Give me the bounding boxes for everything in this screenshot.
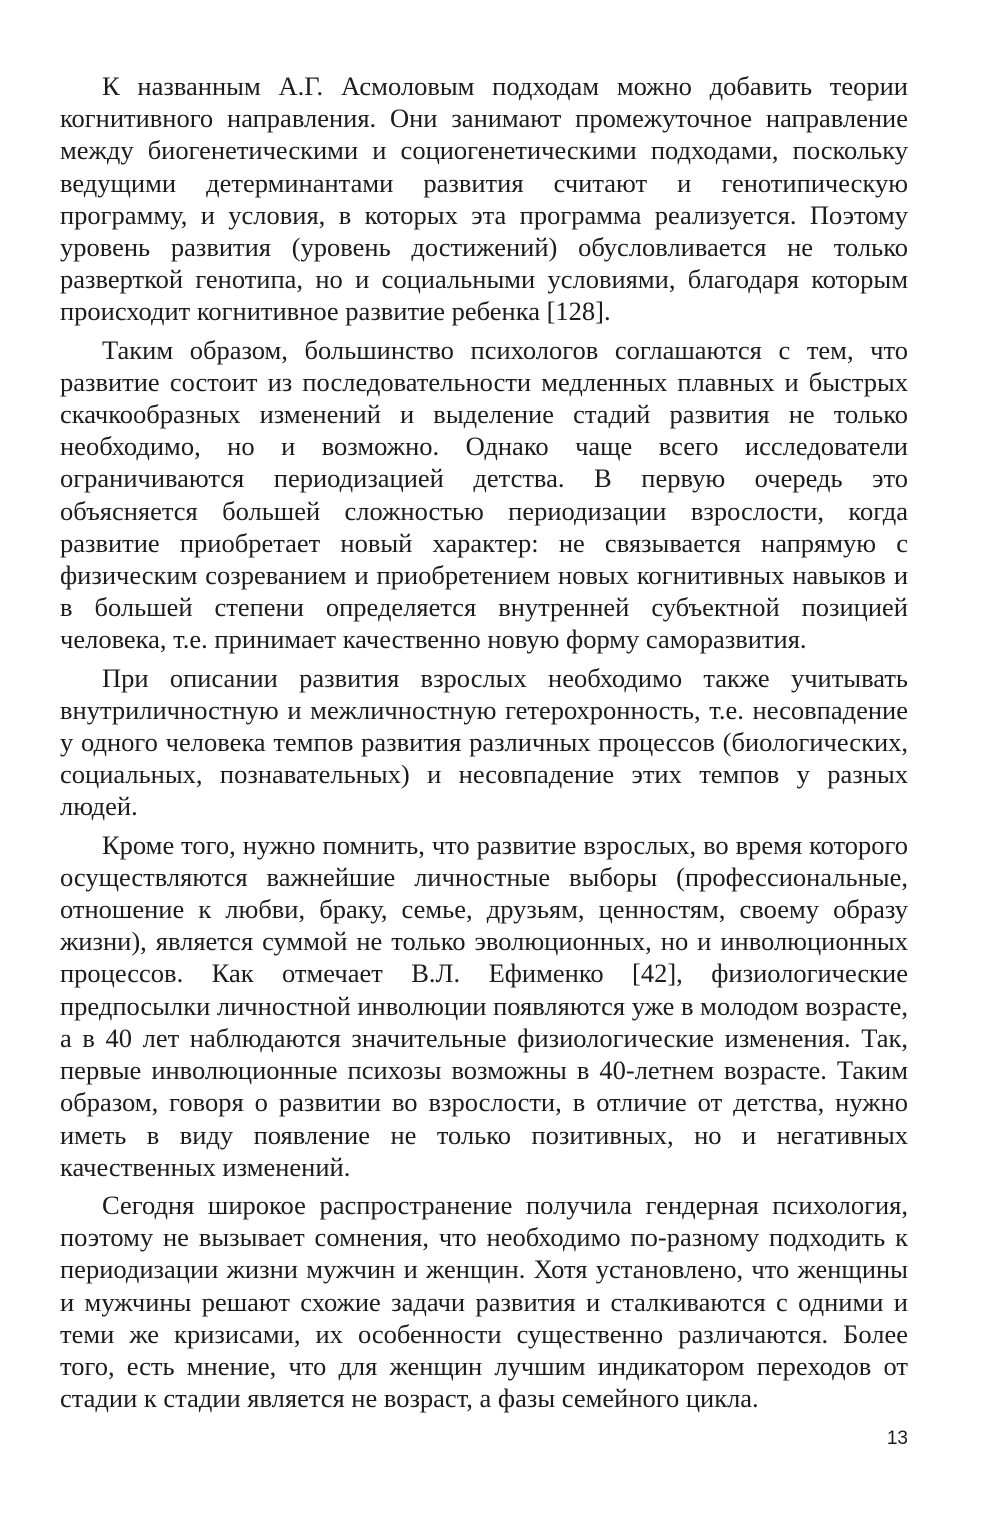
- page-text-body: [60, 70, 908, 1414]
- paragraph-involution: Кроме того, нужно помнить, что развитие взрослых, во время которого осуществляются важнейшие личностные выборы (профессиональные, отношение к любви, браку, семье, друзьям, ценностям, своему образу жизни), является суммой не только эволюционных, но и инволюционных процессов. Как отмечает В.Л. Ефименко [42], физиологические предпосылки личностной инволюции появляются уже в молодом возрасте, а в 40 лет наблюдаются значительные физиологические изменения. Так, первые инволюционные психозы возможны в 40-летнем возрасте. Таким образом, говоря о развитии во взрослости, в отличие от детства, нужно иметь в виду появление не только позитивных, но и негативных качественных изменений.: [60, 829, 908, 1182]
- paragraph-gender-psychology: Сегодня широкое распространение получила гендерная психология, поэтому не вызывает сомнения, что необходимо по-разному подходить к периодизации жизни мужчин и женщин. Хотя установлено, что женщины и мужчины решают схожие задачи развития и сталкиваются с одними и теми же кризисами, их особенности существенно различаются. Более того, есть мнение, что для женщин лучшим индикатором переходов от стадии к стадии является не возраст, а фазы семейного цикла.: [60, 1189, 908, 1414]
- page-number: 13: [886, 1428, 908, 1449]
- paragraph-heterochrony: При описании развития взрослых необходимо также учитывать внутриличностную и межличностную гетерохронность, т.е. несовпадение у одного человека темпов развития различных процессов (биологических, социальных, познавательных) и несовпадение этих темпов у разных людей.: [60, 662, 908, 822]
- paragraph-cognitive-theories: К названным А.Г. Асмоловым подходам можно добавить теории когнитивного направления. Они занимают промежуточное направление между биогенетическими и социогенетическими подходами, поскольку ведущими детерминантами развития считают и генотипическую программу, и условия, в которых эта программа реализуется. Поэтому уровень развития (уровень достижений) обусловливается не только разверткой генотипа, но и социальными условиями, благодаря которым происходит когнитивное развитие ребенка [128].: [60, 71, 908, 327]
- paragraph-development-stages: Таким образом, большинство психологов соглашаются с тем, что развитие состоит из последовательности медленных плавных и быстрых скачкообразных изменений и выделение стадий развития не только необходимо, но и возможно. Однако чаще всего исследователи ограничиваются периодизацией детства. В первую очередь это объясняется большей сложностью периодизации взрослости, когда развитие приобретает новый характер: не связывается напрямую с физическим созреванием и приобретением новых когнитивных навыков и в большей степени определяется внутренней субъектной позицией человека, т.е. принимает качественно новую форму саморазвития.: [60, 334, 908, 655]
